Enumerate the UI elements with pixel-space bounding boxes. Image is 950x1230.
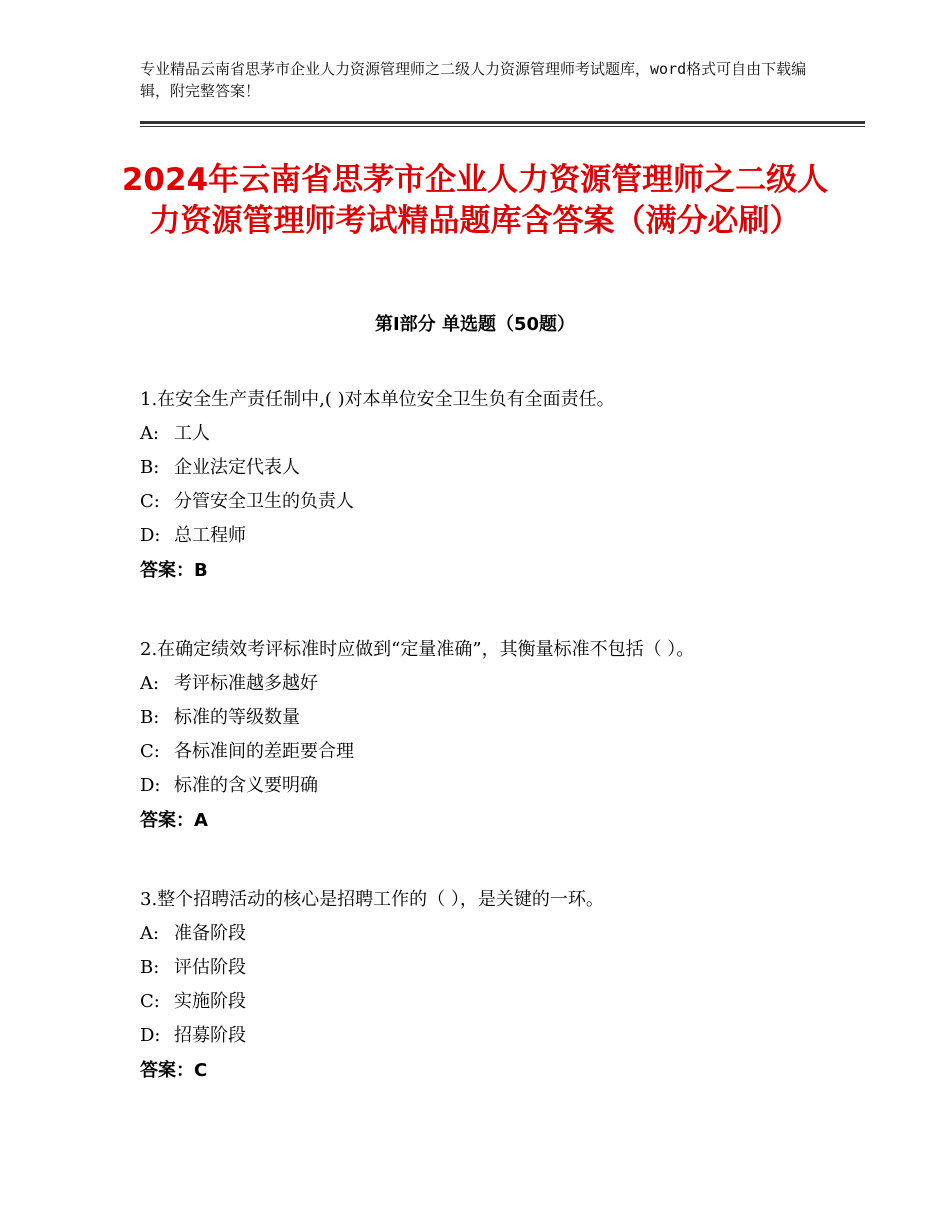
question-list <box>140 383 810 1133</box>
option-c <box>140 985 810 1019</box>
question-stem: 2.在确定绩效考评标准时应做到“定量准确”，其衡量标准不包括（ ）。 <box>140 639 695 660</box>
question-stem: 3.整个招聘活动的核心是招聘工作的（ ），是关键的一环。 <box>140 889 604 910</box>
option-text: 各标准间的差距要合理 <box>174 741 354 762</box>
option-d <box>140 1019 810 1053</box>
option-b <box>140 451 810 485</box>
option-letter: D: <box>140 1025 161 1046</box>
option-text: 考评标准越多越好 <box>174 673 318 694</box>
option-letter: B: <box>140 457 160 478</box>
header-divider-thin <box>140 126 865 127</box>
option-b <box>140 701 810 735</box>
option-letter: B: <box>140 707 160 728</box>
option-text: 企业法定代表人 <box>174 457 300 478</box>
option-d <box>140 769 810 803</box>
answer-label: 答案：B <box>140 560 208 581</box>
option-letter: D: <box>140 525 161 546</box>
option-a <box>140 417 810 451</box>
option-c <box>140 735 810 769</box>
option-letter: A: <box>140 423 160 444</box>
option-text: 工人 <box>174 423 210 444</box>
question-stem: 1.在安全生产责任制中,( )对本单位安全卫生负有全面责任。 <box>140 389 615 410</box>
option-text: 评估阶段 <box>174 957 246 978</box>
option-c <box>140 485 810 519</box>
option-text: 准备阶段 <box>174 923 246 944</box>
section-title: 第Ⅰ部分 单选题（50题） <box>374 314 575 335</box>
option-a <box>140 667 810 701</box>
option-text: 招募阶段 <box>174 1025 246 1046</box>
option-d <box>140 519 810 553</box>
option-text: 总工程师 <box>174 525 246 546</box>
header-note: 专业精品云南省思茅市企业人力资源管理师之二级人力资源管理师考试题库，word格式可自由下载编辑，附完整答案！ <box>140 60 807 100</box>
question-3 <box>140 883 810 1089</box>
option-letter: B: <box>140 957 160 978</box>
option-letter: C: <box>140 491 160 512</box>
option-letter: C: <box>140 741 160 762</box>
option-b <box>140 951 810 985</box>
option-letter: D: <box>140 775 161 796</box>
option-a <box>140 917 810 951</box>
option-letter: A: <box>140 673 160 694</box>
header-divider-thick <box>140 121 865 124</box>
answer-label: 答案：A <box>140 810 208 831</box>
question-1 <box>140 383 810 589</box>
document-title: 2024年云南省思茅市企业人力资源管理师之二级人力资源管理师考试精品题库含答案（满分必刷） <box>121 162 829 239</box>
option-letter: C: <box>140 991 160 1012</box>
answer-label: 答案：C <box>140 1060 208 1081</box>
option-text: 分管安全卫生的负责人 <box>174 491 354 512</box>
option-text: 标准的含义要明确 <box>174 775 318 796</box>
option-text: 实施阶段 <box>174 991 246 1012</box>
option-text: 标准的等级数量 <box>174 707 300 728</box>
question-2 <box>140 633 810 839</box>
option-letter: A: <box>140 923 160 944</box>
